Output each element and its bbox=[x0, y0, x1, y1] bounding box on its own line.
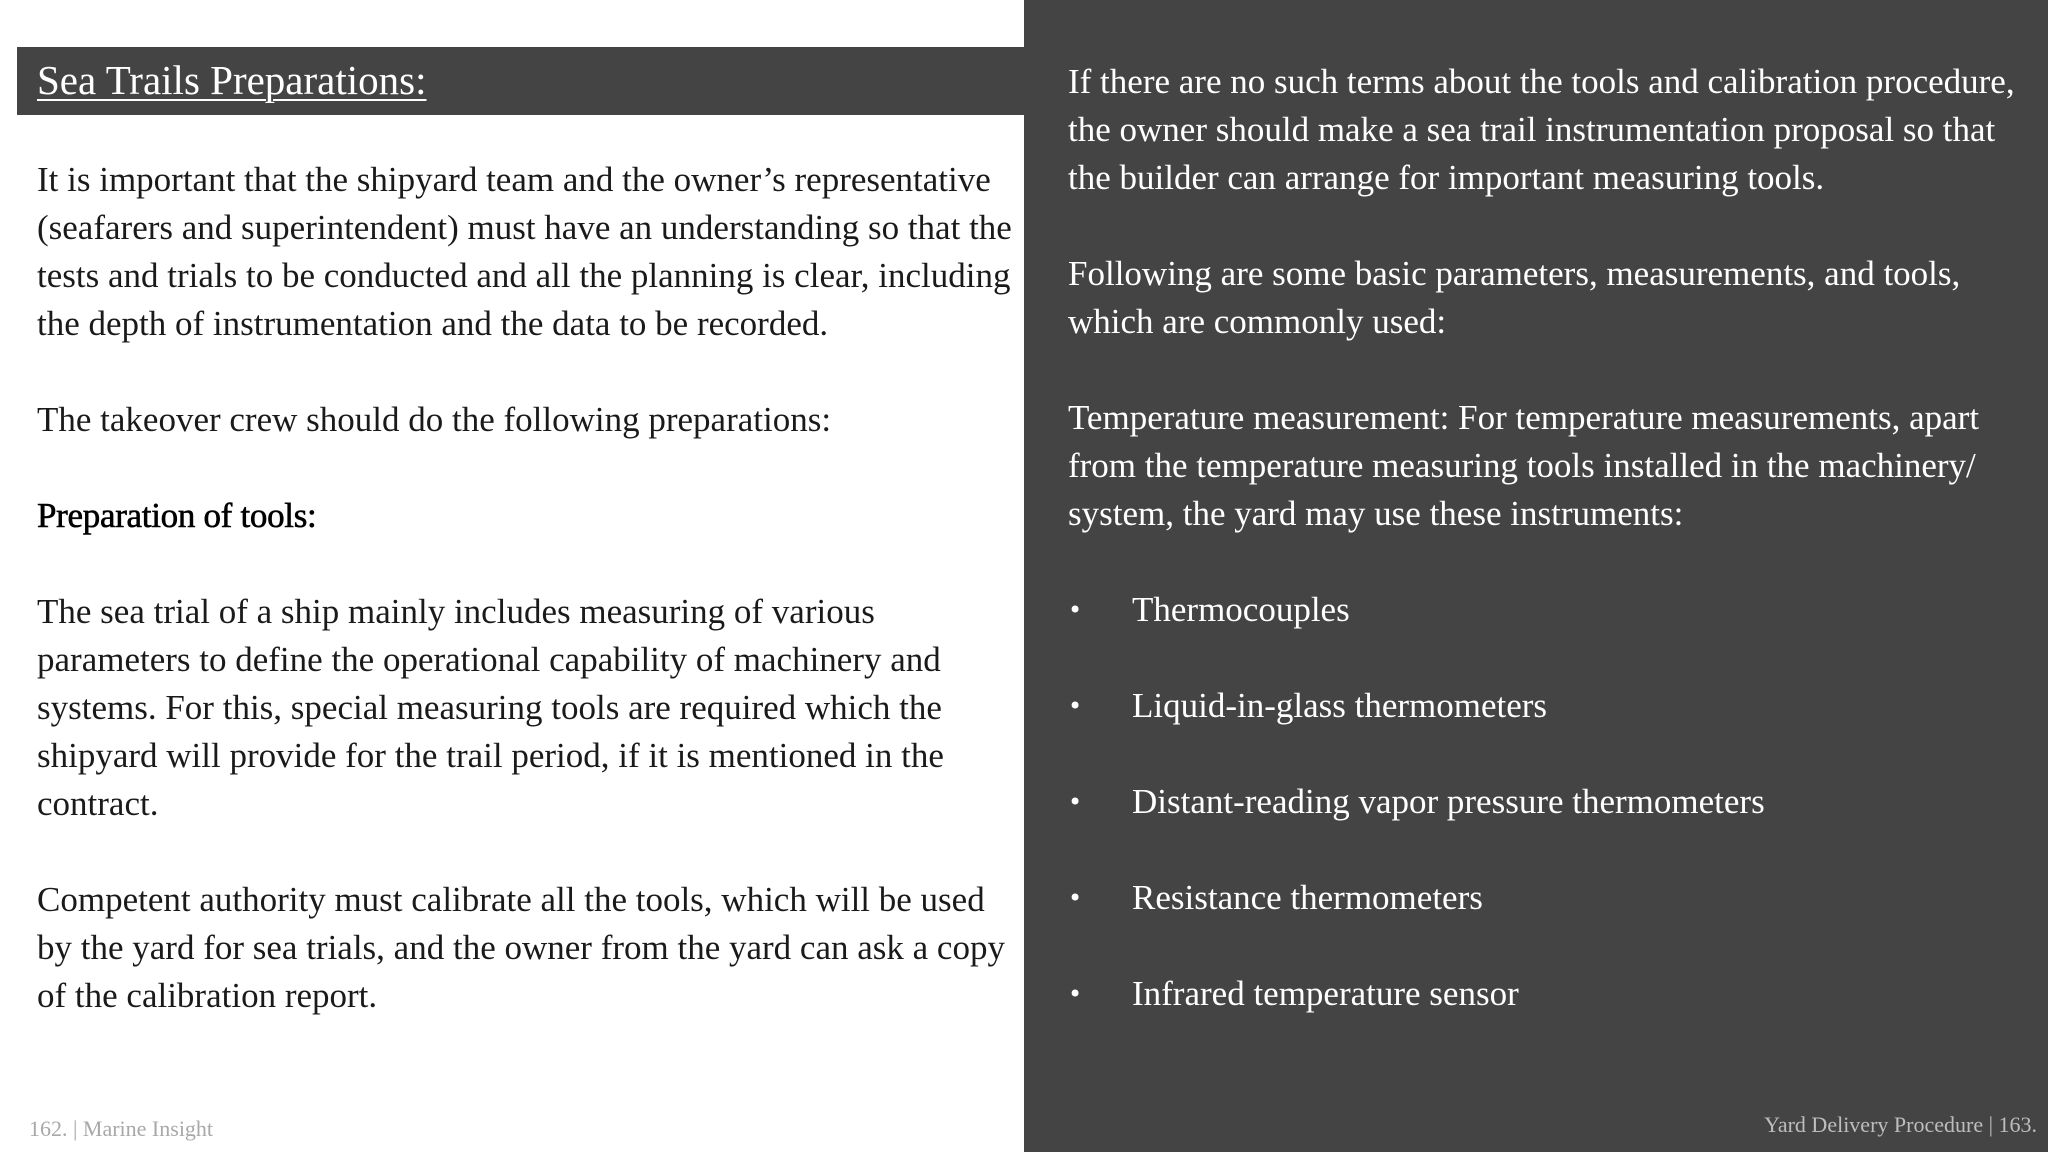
list-item bbox=[1068, 874, 2038, 922]
bullet-icon: • bbox=[1068, 884, 1083, 912]
right-page-folio: Yard Delivery Procedure | 163. bbox=[1764, 1112, 2037, 1137]
list-item-label: Resistance thermometers bbox=[1132, 878, 1483, 917]
left-page-folio: 162. | Marine Insight bbox=[29, 1116, 214, 1141]
calibration-paragraph: Competent authority must calibrate all the tools, which will be used by the yard for sea trials, and the owner from the yard can ask a copy of the calibration report. bbox=[37, 880, 1005, 1015]
bullet-icon: • bbox=[1068, 788, 1083, 816]
bullet-icon: • bbox=[1068, 980, 1083, 1008]
intro-paragraph: It is important that the shipyard team and the owner’s representative (seafarers and superintendent) must have an understanding so that the tests and trials to be conducted and all the planning is clear, including the depth of instrumentation and the data to be recorded. bbox=[37, 160, 1012, 343]
list-item bbox=[1068, 682, 2038, 730]
list-item-label: Infrared temperature sensor bbox=[1132, 974, 1519, 1013]
bullet-icon: • bbox=[1068, 692, 1083, 720]
bullet-icon: • bbox=[1068, 596, 1083, 624]
instrument-list bbox=[1068, 586, 2038, 1018]
left-body-text bbox=[37, 156, 1017, 1068]
tools-paragraph: The sea trial of a ship mainly includes measuring of various parameters to define the operational capability of machinery and systems. For this, special measuring tools are required which the shipyard will provide for the trail period, if it is mentioned in the contract. bbox=[37, 592, 944, 823]
temperature-paragraph: Temperature measurement: For temperature measurements, apart from the temperature measuring tools installed in the machinery/ system, the yard may use these instruments: bbox=[1068, 398, 1980, 533]
tools-subheading: Preparation of tools: bbox=[37, 496, 317, 535]
list-item bbox=[1068, 586, 2038, 634]
title-band bbox=[17, 47, 1024, 115]
right-page bbox=[1024, 0, 2048, 1152]
list-item-label: Thermocouples bbox=[1132, 590, 1350, 629]
list-item bbox=[1068, 778, 2038, 826]
list-item bbox=[1068, 970, 2038, 1018]
list-item-label: Liquid-in-glass thermometers bbox=[1132, 686, 1548, 725]
page-title: Sea Trails Preparations: bbox=[37, 57, 427, 103]
right-body-text bbox=[1068, 58, 2038, 1066]
following-paragraph: Following are some basic parameters, measurements, and tools, which are commonly used: bbox=[1068, 254, 1961, 341]
takeover-paragraph: The takeover crew should do the following preparations: bbox=[37, 400, 832, 439]
no-terms-paragraph: If there are no such terms about the tools and calibration procedure, the owner should make a sea trail instrumentation proposal so that the builder can arrange for important measuring tools. bbox=[1068, 62, 2015, 197]
list-item-label: Distant-reading vapor pressure thermometers bbox=[1132, 782, 1765, 821]
